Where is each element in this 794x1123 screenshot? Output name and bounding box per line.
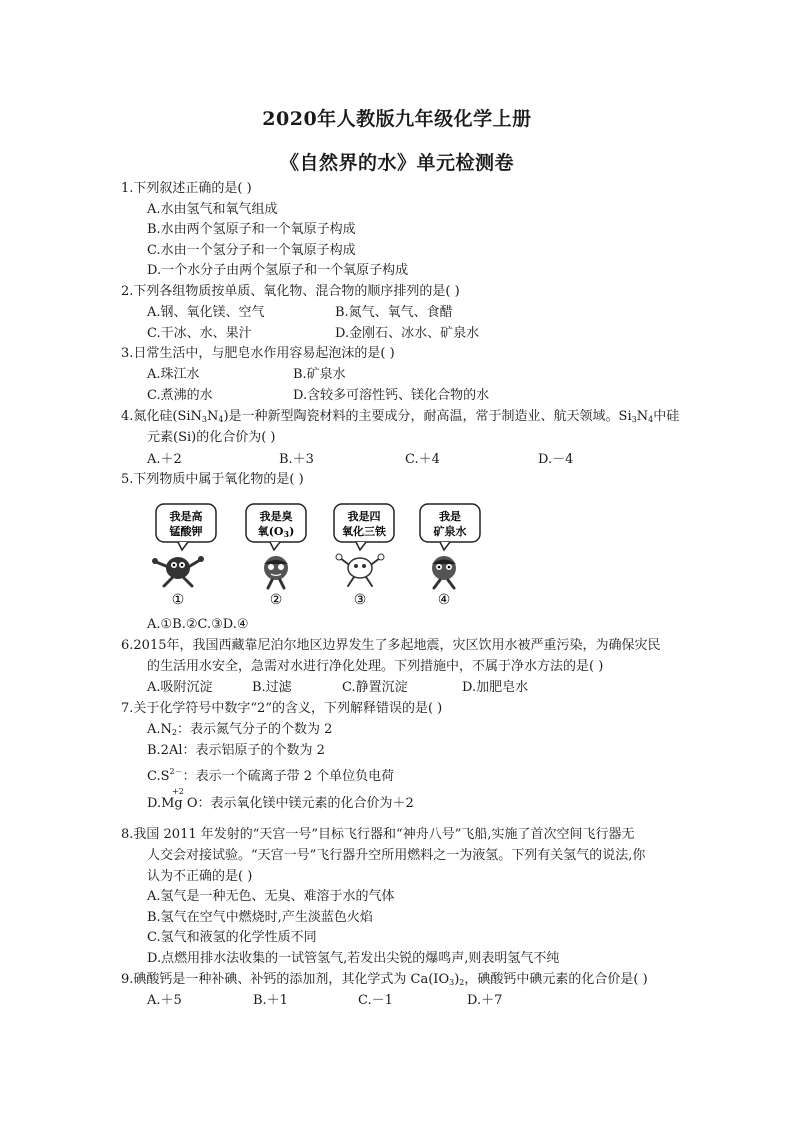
bubble-1-line1: 我是高	[169, 510, 203, 523]
figure-label-3: ③	[353, 592, 367, 608]
q6-option-d: D.加肥皂水	[462, 680, 529, 695]
speech-bubble-4	[420, 504, 480, 550]
cartoon-character-1-icon	[152, 556, 204, 586]
speech-bubble-2	[246, 504, 306, 550]
q4-option-a: A.＋2	[147, 452, 182, 467]
q3-option-b: B.矿泉水	[293, 367, 346, 382]
page-subtitle: 《自然界的水》单元检测卷	[279, 152, 514, 174]
figure-label-1: ①	[171, 592, 185, 608]
q3-option-d: D.含较多可溶性钙、镁化合物的水	[293, 388, 490, 403]
q7-option-d-valence: +2	[172, 787, 184, 796]
q9-option-b: B.＋1	[253, 993, 288, 1008]
figure-label-2: ②	[269, 592, 283, 608]
q9-option-a: A.＋5	[147, 993, 182, 1008]
cartoon-character-3-icon	[336, 554, 384, 586]
page-title: 2020年人教版九年级化学上册	[262, 108, 532, 130]
speech-bubble-1	[156, 504, 216, 550]
cartoon-character-2-icon	[264, 556, 288, 588]
q4-line2: 元素(Si)的化合价为( )	[147, 430, 276, 445]
q7-option-b: B.2Al：表示铝原子的个数为 2	[147, 743, 325, 758]
q4-option-d: D.－4	[538, 452, 574, 467]
q8-option-d: D.点燃用排水法收集的一试管氢气,若发出尖锐的爆鸣声,则表明氢气不纯	[147, 951, 560, 966]
q7-option-c: $C.S^{2-}$：表示一个硫离子带 2 个单位负电荷	[147, 767, 395, 784]
bubble-3-line2: 氧化三铁	[342, 525, 386, 538]
q9-stem: 9.碘酸钙是一种补碘、补钙的添加剂，其化学式为 $Ca(IO_3)_2$，碘酸钙中碘元素的化合价是( )	[121, 972, 648, 987]
q9-option-d: D.＋7	[467, 993, 503, 1008]
cartoon-character-4-icon	[432, 556, 456, 588]
bubble-2-line2: 氧(O3)	[257, 525, 295, 539]
q7-stem: 7.关于化学符号中数字“2”的含义，下列解释错误的是( )	[121, 701, 443, 716]
q8-option-b: B.氢气在空气中燃烧时,产生淡蓝色火焰	[147, 910, 373, 925]
q6-option-a: A.吸附沉淀	[147, 680, 213, 695]
q6-line1: 6.2015年，我国西藏靠尼泊尔地区边界发生了多起地震，灾区饮用水被严重污染，为确保灾民	[121, 638, 661, 653]
q6-line2: 的生活用水安全，急需对水进行净化处理。下列措施中，不属于净水方法的是( )	[147, 659, 604, 674]
q3-stem: 3.日常生活中，与肥皂水作用容易起泡沫的是( )	[121, 346, 395, 361]
bubble-1-line2: 锰酸钾	[169, 525, 203, 538]
q9-option-c: C.－1	[358, 993, 393, 1008]
speech-bubble-3	[334, 504, 394, 550]
q4-line1: 4.氮化硅$(SiN_3N_4)$是一种新型陶瓷材料的主要成分，耐高温，常于制造业、航天领域。$Si_3N_4$中硅	[121, 409, 680, 424]
q8-option-a: A.氢气是一种无色、无臭、难溶于水的气体	[147, 889, 395, 904]
q3-option-c: C.煮沸的水	[147, 388, 213, 403]
q5-options: A.①B.②C.③D.④	[147, 617, 249, 632]
q4-option-b: B.＋3	[279, 452, 314, 467]
q1-stem: 1.下列叙述正确的是( )	[121, 181, 252, 196]
q4-option-c: C.＋4	[405, 452, 440, 467]
q2-option-c: C.干冰、水、果汁	[147, 326, 252, 341]
q2-option-b: B.氮气、氧气、食醋	[335, 305, 453, 320]
q7-option-d: D.Mg O：表示氧化镁中镁元素的化合价为＋2	[147, 796, 414, 811]
q8-option-c: C.氢气和液氢的化学性质不同	[147, 930, 317, 945]
bubble-4-line1: 我是	[439, 510, 461, 523]
q1-option-d: D.一个水分子由两个氢原子和一个氧原子构成	[147, 263, 409, 278]
bubble-3-line1: 我是四	[347, 510, 381, 523]
bubble-4-line2: 矿泉水	[433, 525, 467, 538]
q6-option-b: B.过滤	[252, 680, 292, 695]
q2-option-d: D.金刚石、冰水、矿泉水	[335, 326, 480, 341]
q1-option-b: B.水由两个氢原子和一个氧原子构成	[147, 222, 356, 237]
q8-line2: 人交会对接试验。“天宫一号”飞行器升空所用燃料之一为液氢。下列有关氢气的说法,你	[147, 848, 646, 863]
q8-line1: 8.我国 2011 年发射的“天宫一号”目标飞行器和“神舟八号”飞船,实施了首次空间飞行器无	[121, 827, 635, 842]
q5-stem: 5.下列物质中属于氧化物的是( )	[121, 472, 304, 487]
q7-option-a: $A.N_2$：表示氮气分子的个数为 2	[147, 722, 333, 737]
q3-option-a: A.珠江水	[147, 367, 200, 382]
q2-option-a: A.钢、氧化镁、空气	[147, 305, 265, 320]
q5-figure	[148, 500, 488, 610]
q8-line3: 认为不正确的是( )	[147, 869, 253, 884]
bubble-2-line1: 我是臭	[259, 510, 293, 523]
q6-option-c: C.静置沉淀	[342, 680, 408, 695]
figure-label-4: ④	[437, 592, 451, 608]
q2-stem: 2.下列各组物质按单质、氧化物、混合物的顺序排列的是( )	[121, 284, 460, 299]
q1-option-c: C.水由一个氢分子和一个氧原子构成	[147, 243, 356, 258]
q1-option-a: A.水由氢气和氧气组成	[147, 202, 278, 217]
